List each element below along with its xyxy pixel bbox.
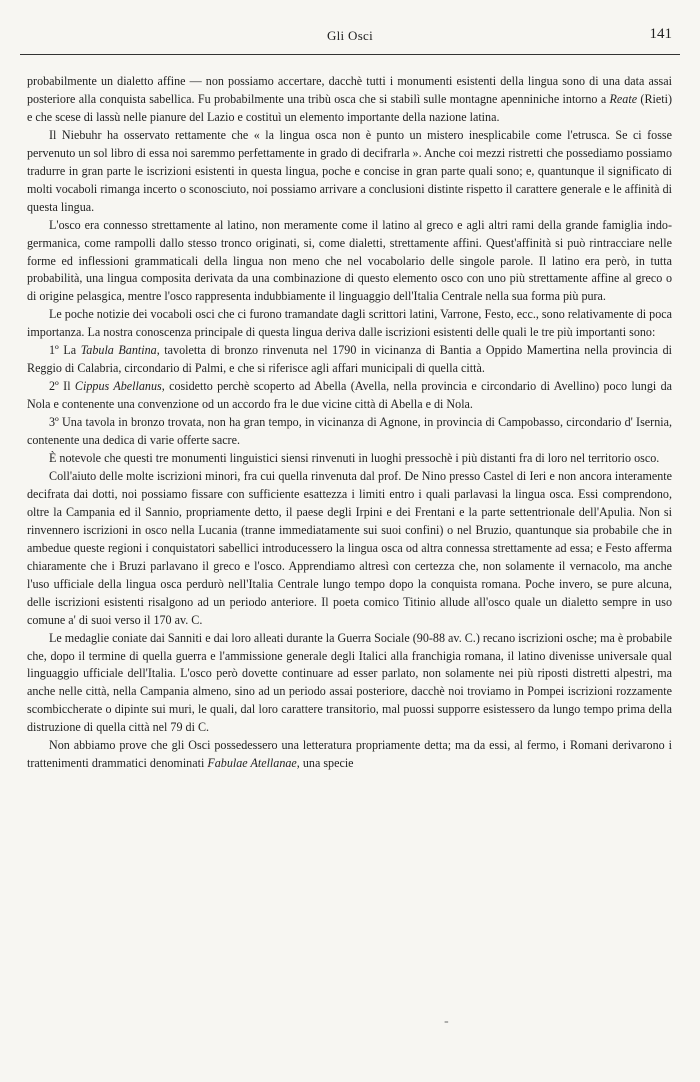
running-title: Gli Osci bbox=[326, 28, 374, 43]
text-run: 3º Una tavola in bronzo trovata, non ha gran tempo, in vicinanza di Agnone, in provincia di Campobasso, circondario d' Isernia, contenente una dedica di varie offerte sacre. bbox=[27, 415, 672, 448]
text-run: Coll'aiuto delle molte iscrizioni minori, fra cui quella rinvenuta dal prof. De Nino presso Castel di Ieri e non ancora interamente decifrata dai dotti, noi possiamo fissare con sufficiente esattezza i limiti entro i quali parlavasi la lingua osca. Essi comprendono, oltre la Campania ed il Sannio, propriamente detto, il paese degli Irpini e dei Frentani e la parte settentrionale dell'Apulia. Non si rinvennero iscrizioni in osco nella Lucania (tranne immediatamente sui suoi confini) o nel Bruzio, quantunque sia probabile che in ambedue queste regioni i conquistatori sabellici introducessero la lingua osca od altra connessa strettamente ad essa; e Festo afferma chiaramente che i Bruzi parlavano il greco e l'osco. Apprendiamo altresì con certezza che, non solamente il vernacolo, ma anche l'uso ufficiale della lingua osca perdurò nell'Italia Centrale lungo tempo dopo la conquista romana. Poche invero, se pure alcuna, delle iscrizioni esistenti risalgono ad un periodo anteriore. Il poeta comico Titinio allude all'osco quale un dialetto sempre in uso comune a' di suoi verso il 170 av. C. bbox=[27, 468, 672, 627]
text-run: (Rieti) e che scese di lassù nelle pianure del Lazio e costituì un elemento importante della nazione latina. bbox=[27, 91, 672, 124]
italic-term: Tabula Bantina bbox=[80, 343, 157, 358]
text-run: È notevole che questi tre monumenti linguistici siensi rinvenuti in luoghi pressochè i più distanti fra di loro nel territorio osco. bbox=[49, 451, 660, 466]
body-text bbox=[27, 73, 672, 773]
paragraph bbox=[27, 306, 672, 342]
text-run: probabilmente un dialetto affine — non possiamo accertare, dacchè tutti i monumenti esistenti della lingua sono di una data assai posteriore alla conquista sabellica. Fu probabilmente una tribù osca che si stabilì sulle montagne apenniniche intorno a bbox=[27, 74, 672, 106]
text-run: 1º La bbox=[49, 343, 81, 358]
paragraph bbox=[27, 468, 672, 630]
running-head bbox=[20, 28, 680, 52]
text-run: , tavoletta di bronzo rinvenuta nel 1790 in vicinanza di Bantia a Oppido Mamertina nella provincia di Reggio di Calabria, circondario di Palmi, e che si riferisce agli affari municipali di quella città. bbox=[27, 343, 672, 376]
list-item bbox=[27, 342, 672, 378]
text-run: Le medaglie coniate dai Sanniti e dai loro alleati durante la Guerra Sociale (90-88 av. C.) recano iscrizioni osche; ma è probabile che, dopo il termine di quella guerra e l'ammissione generale degli Italici alla franchigia romana, il latino divenisse universale qual linguaggio ufficiale dell'Italia. L'osco però dovette continuare ad esser parlato, non solamente nei più riposti distretti alpestri, ma anche nelle città, nella Campania almeno, sino ad un periodo assai posteriore, dacchè noi troviamo in Pompei iscrizioni rozzamente scombiccherate o dipinte sui muri, le quali, dal loro carattere transitorio, mal puossi supporre esistessero da lungo tempo prima della distruzione di quella città nel 79 di C. bbox=[27, 630, 672, 735]
text-run: Il Niebuhr ha osservato rettamente che « la lingua osca non è punto un mistero inesplicabile come l'etrusca. Se ci fosse pervenuto un sol libro di essa noi saremmo perfettamente in grado di decifrarla ». Anche coi mezzi ristretti che possediamo possiamo tradurre in gran parte le iscrizioni esistenti in questa lingua, poche e concise in gran parte quali sono; e, quantunque il significato di molti vocaboli rimanga incerto o sconosciuto, noi possiamo arrivare a conclusioni distinte rispetto il carattere generale e le affinità di questa lingua. bbox=[27, 127, 672, 214]
list-item bbox=[27, 414, 672, 450]
paragraph bbox=[27, 450, 672, 468]
text-run: L'osco era connesso strettamente al latino, non meramente come il latino al greco e agli altri rami della grande famiglia indo-germanica, come rampolli dallo stesso tronco originati, si, come dialetti, strettamente affini. Quest'affinità si può rintracciare nelle forme ed inflessioni grammaticali della lingua non meno che nel vocabolario delle singole parole. Il latino era però, in tutta probabilità, una lingua composita derivata da una combinazione di questo elemento osco con uno più strettamente affine al greco o di origine pelasgica, mentre l'osco rappresenta indubbiamente il linguaggio dell'Italia Centrale nella sua forma più pura. bbox=[27, 217, 672, 304]
header-rule bbox=[20, 54, 680, 55]
italic-term: Fabulae Atellanae bbox=[207, 756, 297, 771]
text-run: 2º Il bbox=[49, 379, 75, 394]
paragraph bbox=[27, 737, 672, 773]
text-run: , cosidetto perchè scoperto ad Abella (Avella, nella provincia e circondario di Avellino) poco lungi da Nola e contenente una convenzione od un accordo fra le due vicine città di Abella e di Nola. bbox=[27, 379, 673, 412]
paragraph bbox=[27, 630, 672, 738]
paragraph bbox=[27, 217, 672, 307]
paragraph bbox=[27, 73, 672, 127]
page-number: 141 bbox=[649, 26, 672, 42]
italic-term: Reate bbox=[609, 91, 638, 106]
list-item bbox=[27, 378, 672, 414]
text-run: Non abbiamo prove che gli Osci possedessero una letteratura propriamente detta; ma da essi, al fermo, i Romani derivarono i trattenimenti drammatici denominati bbox=[27, 738, 672, 771]
text-run: Le poche notizie dei vocaboli osci che ci furono tramandate dagli scrittori latini, Varrone, Festo, ecc., sono relativamente di poca importanza. La nostra conoscenza principale di questa lingua deriva dalle iscrizioni esistenti delle quali le tre più importanti sono: bbox=[27, 307, 672, 340]
paragraph bbox=[27, 127, 672, 217]
text-run: , una specie bbox=[296, 756, 354, 771]
italic-term: Cippus Abellanus bbox=[74, 379, 162, 394]
footer-mark: ⁼ bbox=[444, 1018, 449, 1028]
